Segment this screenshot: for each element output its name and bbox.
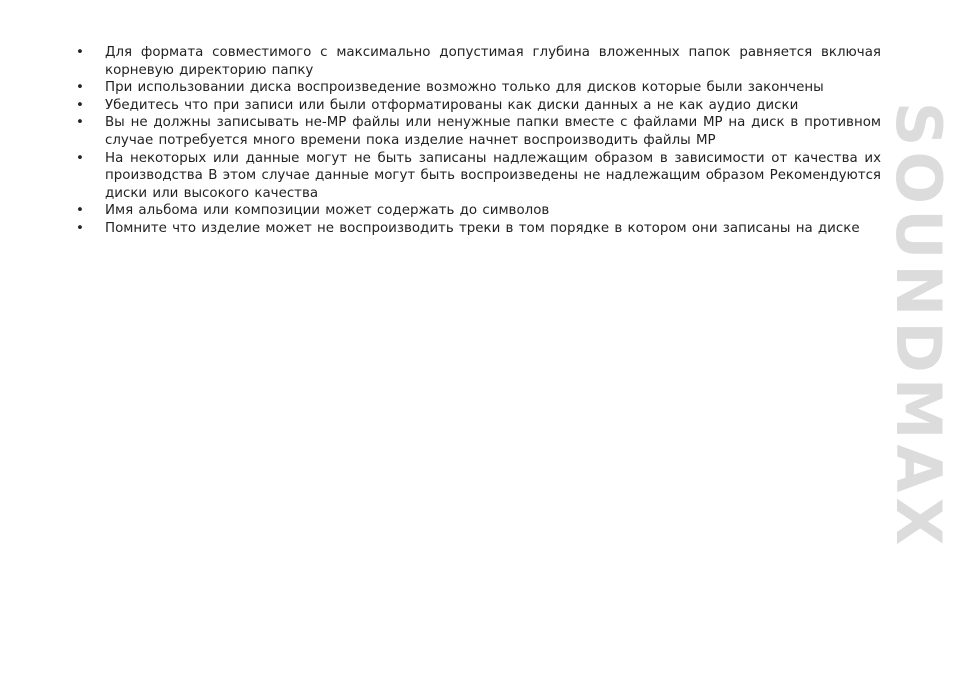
bullet-icon: • bbox=[76, 115, 84, 131]
brand-logo bbox=[882, 52, 955, 600]
list-item-text: Вы не должны записывать не-MP файлы или ненужные папки вместе с файлами MP на диск в противном случае потребуется много времени пока изделие начнет воспроизводить файлы MP bbox=[105, 115, 881, 148]
bullet-icon: • bbox=[76, 220, 84, 236]
list-item-text: Помните что изделие может не воспроизводить треки в том порядке в котором они записаны на диске bbox=[105, 220, 860, 236]
document-body bbox=[76, 44, 881, 238]
list-item bbox=[76, 114, 881, 149]
bullet-icon: • bbox=[76, 80, 84, 96]
notes-list bbox=[76, 44, 881, 238]
list-item-text: При использовании диска воспроизведение возможно только для дисков которые были закончены bbox=[105, 80, 824, 96]
bullet-icon: • bbox=[76, 97, 84, 113]
bullet-icon: • bbox=[76, 150, 84, 166]
list-item-text: Для формата совместимого с максимально допустимая глубина вложенных папок равняется включая корневую директорию папку bbox=[105, 45, 881, 78]
list-item bbox=[76, 79, 881, 97]
list-item bbox=[76, 44, 881, 79]
list-item bbox=[76, 150, 881, 203]
bullet-icon: • bbox=[76, 203, 84, 219]
list-item-text: На некоторых или данные могут не быть записаны надлежащим образом в зависимости от качества их производства В этом случае данные могут быть воспроизведены не надлежащим образом Рекомендуются диски или высокого качества bbox=[105, 150, 881, 201]
list-item-text: Убедитесь что при записи или были отформатированы как диски данных а не как аудио диски bbox=[105, 97, 799, 113]
brand-logo-text: SOUNDMAX bbox=[882, 101, 955, 551]
bullet-icon: • bbox=[76, 45, 84, 60]
list-item-text: Имя альбома или композиции может содержать до символов bbox=[105, 203, 550, 219]
list-item bbox=[76, 220, 881, 238]
list-item bbox=[76, 97, 881, 115]
list-item bbox=[76, 202, 881, 220]
